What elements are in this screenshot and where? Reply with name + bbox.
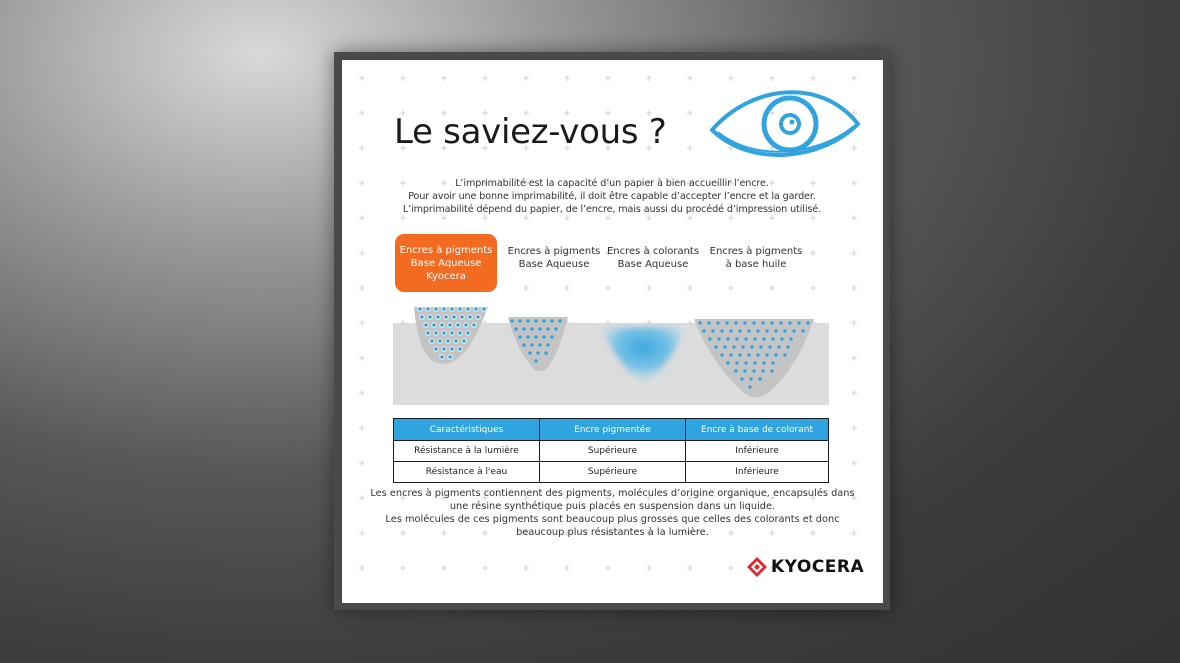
pigment-dot [526, 319, 530, 323]
pigment-dot [450, 331, 454, 335]
pigment-dot [752, 321, 755, 324]
pigment-dot [452, 315, 456, 319]
kyocera-logo [747, 557, 864, 577]
table-cell: Inférieure [686, 441, 829, 462]
pigment-dot [558, 319, 562, 323]
ink-type-label: Base Aqueuse [617, 259, 689, 270]
pigment-dot [780, 337, 783, 340]
pigment-dot [806, 321, 809, 324]
pigment-dot [522, 327, 526, 331]
ink-type-label: à base huile [725, 259, 787, 270]
pigment-dot [450, 307, 454, 311]
pigment-dot [768, 345, 771, 348]
pigment-dot [510, 319, 514, 323]
pigment-dot [771, 337, 774, 340]
intro-line: L’imprimabilité dépend du papier, de l’encre, mais aussi du procédé d’impression utilisé. [402, 204, 822, 215]
pigment-dot [534, 335, 538, 339]
ink-type-kyocera-badge [395, 234, 497, 292]
pigment-dot [426, 331, 430, 335]
pigment-dot [530, 343, 534, 347]
pigment-dot [522, 343, 526, 347]
pigment-dot [526, 335, 530, 339]
pigment-dot [774, 353, 777, 356]
pigment-dot [546, 327, 550, 331]
pigment-dot [761, 321, 764, 324]
ink-type-label: Base Aqueuse [518, 259, 590, 270]
pigment-dot [720, 329, 723, 332]
table-cell: Supérieure [540, 462, 686, 483]
poster [342, 60, 883, 603]
pigment-dot [550, 319, 554, 323]
pigment-dot [458, 347, 462, 351]
pigment-dot [454, 339, 458, 343]
ink-type-pigment-oil [706, 245, 806, 271]
page-title: Le saviez-vous ? [394, 112, 667, 152]
pigment-dot [777, 345, 780, 348]
ink-absorption-diagram [342, 305, 883, 410]
pigment-dot [448, 355, 452, 359]
pigment-dot [756, 353, 759, 356]
pigment-dot [426, 307, 430, 311]
outro-line: beaucoup plus résistantes à la lumière. [516, 527, 709, 538]
pigment-dot [716, 321, 719, 324]
pigment-dot [518, 319, 522, 323]
pigment-dot [528, 351, 532, 355]
pigment-dot [456, 323, 460, 327]
ink-type-label: Encres à colorants [606, 246, 700, 257]
pigment-dot [761, 369, 764, 372]
ink-type-label: Base Aqueuse [410, 257, 482, 269]
intro-line: L’imprimabilité est la capacité d’un papier à bien accueillir l’encre. [455, 178, 769, 189]
pigment-dot [436, 315, 440, 319]
pigment-dot [741, 345, 744, 348]
pigment-dot [442, 307, 446, 311]
pigment-dot [482, 307, 486, 311]
pigment-dot [735, 361, 738, 364]
pigment-dot [430, 339, 434, 343]
table-row [394, 462, 829, 483]
pigment-dot [698, 321, 701, 324]
pigment-dot [734, 369, 737, 372]
pigment-dot [440, 323, 444, 327]
pigment-dot [448, 323, 452, 327]
pigment-dot [765, 329, 768, 332]
pigment-dot [438, 339, 442, 343]
pigment-dot [472, 323, 476, 327]
pigment-dot [770, 321, 773, 324]
table-header-row [394, 419, 829, 441]
eye-icon [710, 82, 860, 172]
pigment-dot [743, 321, 746, 324]
kyocera-logo-icon [747, 557, 767, 577]
pigment-dot [723, 345, 726, 348]
pigment-dot [759, 345, 762, 348]
pigment-dot [434, 331, 438, 335]
pigment-dot [748, 385, 751, 388]
pigment-dot [546, 343, 550, 347]
table-row [394, 441, 829, 462]
pigment-dot [729, 353, 732, 356]
ink-type-label: Encres à pigments [709, 246, 803, 257]
table-cell: Supérieure [540, 441, 686, 462]
pigment-dot [765, 353, 768, 356]
pigment-dot [735, 337, 738, 340]
comparison-table [393, 418, 829, 483]
pigment-dot [434, 347, 438, 351]
pigment-dot [538, 343, 542, 347]
pigment-dot [801, 329, 804, 332]
pigment-dot [726, 361, 729, 364]
ink-type-label: Kyocera [426, 270, 466, 282]
pigment-dot [747, 353, 750, 356]
pigment-dot [446, 339, 450, 343]
outro-line: Les encres à pigments contiennent des pigments, molécules d’origine organique, encapsulés dans [370, 488, 855, 499]
pigment-dot [797, 321, 800, 324]
pigment-dot [762, 337, 765, 340]
pigment-dot [752, 369, 755, 372]
pigment-dot [725, 321, 728, 324]
pigment-dot [458, 307, 462, 311]
ink-type-dye-aqueous [604, 245, 702, 271]
pigment-dot [743, 369, 746, 372]
pigment-dot [550, 335, 554, 339]
pigment-dot [542, 335, 546, 339]
pigment-dot [738, 329, 741, 332]
pigment-dot [514, 327, 518, 331]
pigment-dot [538, 327, 542, 331]
pigment-dot [717, 337, 720, 340]
pigment-dot [476, 315, 480, 319]
ink-type-label: Encres à pigments [507, 246, 601, 257]
pigment-dot [750, 345, 753, 348]
pigment-dot [726, 337, 729, 340]
pigment-dot [534, 319, 538, 323]
pigment-dot [536, 351, 540, 355]
pigment-dot [434, 307, 438, 311]
pigment-dot [468, 315, 472, 319]
pigment-dot [740, 377, 743, 380]
pigment-dot [711, 329, 714, 332]
pigment-dot [534, 359, 538, 363]
table-header: Caractéristiques [394, 419, 540, 441]
table-cell: Résistance à l'eau [394, 462, 540, 483]
pigment-dot [744, 337, 747, 340]
pigment-dot [771, 361, 774, 364]
pigment-dot [779, 321, 782, 324]
pigment-dot [749, 377, 752, 380]
pigment-dot [753, 361, 756, 364]
pigment-dot [458, 331, 462, 335]
pigment-dot [783, 353, 786, 356]
pigment-dot [466, 307, 470, 311]
outro-line: Les molécules de ces pigments sont beaucoup plus grosses que celles des colorants et donc [385, 514, 840, 525]
intro-line: Pour avoir une bonne imprimabilité, il doit être capable d’accepter l’encre et la garder. [408, 191, 816, 202]
pigment-dot [424, 323, 428, 327]
pigment-dot [758, 377, 761, 380]
pigment-dot [428, 315, 432, 319]
pigment-dot [466, 331, 470, 335]
pigment-dot [530, 327, 534, 331]
pigment-dot [554, 327, 558, 331]
outro-text [362, 487, 863, 539]
pigment-dot [774, 329, 777, 332]
pigment-dot [464, 323, 468, 327]
pigment-dot [734, 321, 737, 324]
pigment-dot [708, 337, 711, 340]
pigment-dot [783, 329, 786, 332]
pigment-dot [440, 355, 444, 359]
pigment-dot [714, 345, 717, 348]
ink-type-pigment-aqueous [506, 245, 602, 271]
pigment-dot [729, 329, 732, 332]
pigment-dot [732, 345, 735, 348]
table-header: Encre pigmentée [540, 419, 686, 441]
pigment-dot [747, 329, 750, 332]
pigment-dot [707, 321, 710, 324]
table-cell: Inférieure [686, 462, 829, 483]
pigment-dot [460, 315, 464, 319]
pigment-dot [444, 315, 448, 319]
pigment-dot [770, 369, 773, 372]
pigment-dot [753, 337, 756, 340]
table-cell: Résistance à la lumière [394, 441, 540, 462]
table-header: Encre à base de colorant [686, 419, 829, 441]
pigment-dot [544, 351, 548, 355]
pigment-dot [789, 337, 792, 340]
intro-text [382, 177, 842, 216]
pigment-dot [786, 345, 789, 348]
pigment-dot [474, 307, 478, 311]
ink-type-label: Encres à pigments [399, 244, 493, 256]
pigment-dot [450, 347, 454, 351]
pigment-dot [418, 307, 422, 311]
pigment-dot [762, 361, 765, 364]
pigment-dot [720, 353, 723, 356]
pigment-dot [432, 323, 436, 327]
pigment-dot [518, 335, 522, 339]
pigment-dot [442, 347, 446, 351]
pigment-dot [756, 329, 759, 332]
pigment-dot [744, 361, 747, 364]
pigment-dot [542, 319, 546, 323]
pigment-dot [788, 321, 791, 324]
pigment-dot [702, 329, 705, 332]
brand-name: KYOCERA [771, 557, 865, 577]
pigment-dot [420, 315, 424, 319]
pigment-dot [442, 331, 446, 335]
pigment-dot [792, 329, 795, 332]
outro-line: une résine synthétique puis placés en suspension dans un liquide. [449, 501, 776, 512]
pigment-dot [462, 339, 466, 343]
pigment-dot [738, 353, 741, 356]
